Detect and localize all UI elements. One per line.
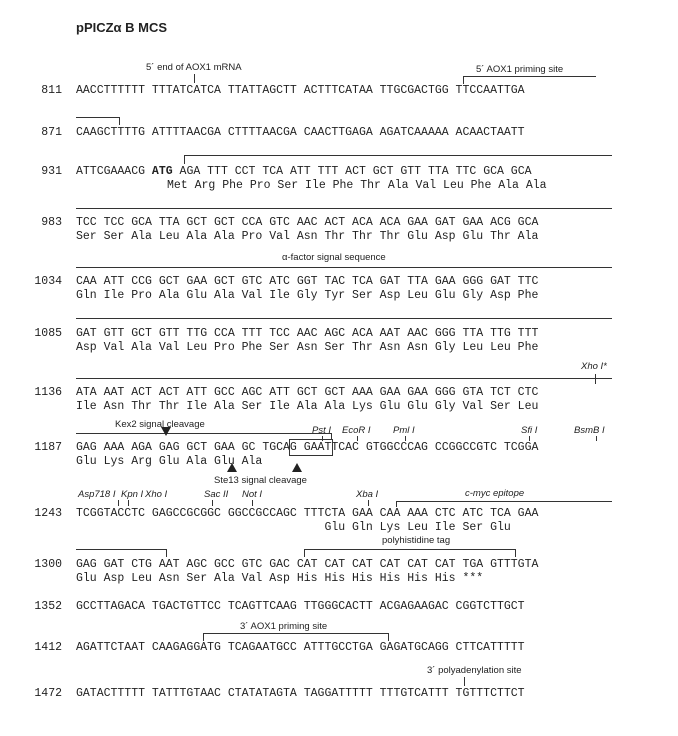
- sequence-row: GATACTTTTT TATTTGTAAC CTATATAGTA TAGGATTTTT TTTGTCATTT TGTTTCTTCT: [76, 687, 525, 700]
- sequence-row: ATA AAT ACT ACT ATT GCC AGC ATT GCT GCT AAA GAA GAA GGG GTA TCT CTC: [76, 386, 539, 399]
- sequence-row: [76, 165, 532, 178]
- alpha-factor-line: [184, 155, 185, 164]
- start-codon: ATG: [151, 165, 173, 178]
- feature-bracket: [388, 633, 389, 641]
- annotation-polyhis: polyhistidine tag: [382, 535, 451, 546]
- annotation-not: Not I: [242, 489, 263, 500]
- annotation-sac: Sac II: [204, 489, 229, 500]
- marker-tick: [595, 374, 596, 384]
- sequence-row: GAT GTT GCT GTT TTG CCA TTT TCC AAC AGC ACA AAT AAC GGG TTA TTG TTT: [76, 327, 539, 340]
- feature-bracket: [515, 549, 516, 557]
- feature-bracket: [119, 117, 120, 125]
- annotation-bsmb: BsmB I: [574, 425, 605, 436]
- marker-tick: [322, 436, 323, 441]
- feature-bracket: [304, 549, 516, 550]
- marker-tick: [118, 500, 119, 506]
- alpha-factor-line: [76, 267, 612, 268]
- feature-bracket: [203, 633, 389, 634]
- annotation-xba: Xba I: [356, 489, 379, 500]
- amino-acid-row: Asp Val Ala Val Leu Pro Phe Ser Asn Ser Thr Asn Asn Gly Leu Leu Phe: [76, 341, 539, 354]
- sequence-row: GAG GAT CTG AAT AGC GCC GTC GAC CAT CAT CAT CAT CAT CAT TGA GTTTGTA: [76, 558, 539, 571]
- annotation-alpha-factor: α-factor signal sequence: [282, 252, 386, 263]
- position-number: 1412: [34, 641, 62, 654]
- feature-bracket: [463, 76, 464, 84]
- alpha-factor-line: [76, 208, 612, 209]
- amino-acid-row: Gln Ile Pro Ala Glu Ala Val Ile Gly Tyr Ser Asp Leu Glu Gly Asp Phe: [76, 289, 539, 302]
- position-number: 1085: [34, 327, 62, 340]
- alpha-factor-line: [76, 318, 612, 319]
- ste13-cleavage-arrow: [292, 463, 302, 472]
- feature-bracket: [76, 117, 120, 118]
- sequence-row: CAAGCTTTTG ATTTTAACGA CTTTTAACGA CAACTTGAGA AGATCAAAAA ACAACTAATT: [76, 126, 525, 139]
- position-number: 931: [41, 165, 62, 178]
- amino-acid-row: Ser Ser Ala Leu Ala Ala Pro Val Asn Thr Thr Thr Glu Asp Glu Thr Ala: [76, 230, 539, 243]
- position-number: 983: [41, 216, 62, 229]
- marker-tick: [357, 436, 358, 441]
- marker-tick: [464, 677, 465, 686]
- annotation-asp718: Asp718 I: [78, 489, 116, 500]
- marker-tick: [368, 500, 369, 506]
- feature-bracket: [304, 549, 305, 557]
- annotation-ecor: EcoR I: [342, 425, 371, 436]
- annotation-pml: Pml I: [393, 425, 415, 436]
- sequence-row: CAA ATT CCG GCT GAA GCT GTC ATC GGT TAC TCA GAT TTA GAA GGG GAT TTC: [76, 275, 539, 288]
- position-number: 1136: [34, 386, 62, 399]
- position-number: 1472: [34, 687, 62, 700]
- annotation-aox1-mrna-end: 5´ end of AOX1 mRNA: [146, 62, 242, 73]
- position-number: 1300: [34, 558, 62, 571]
- position-number: 871: [41, 126, 62, 139]
- feature-bracket: [463, 76, 596, 77]
- sequence-row: AACCTTTTTT TTTATCATCA TTATTAGCTT ACTTTCATAA TTGCGACTGG TTCCAATTGA: [76, 84, 525, 97]
- sequence-row: TCGGTACCTC GAGCCGCGGC GGCCGCCAGC TTTCTA GAA CAA AAA CTC ATC TCA GAA: [76, 507, 539, 520]
- annotation-kpn: Kpn I: [121, 489, 144, 500]
- alpha-factor-line: [76, 378, 612, 379]
- feature-bracket: [396, 501, 397, 507]
- annotation-xho-star: Xho I*: [581, 361, 607, 372]
- sequence-5prime: ATTCGAAACG: [76, 165, 152, 178]
- annotation-xho: Xho I: [145, 489, 168, 500]
- annotation-pst: Pst I: [312, 425, 332, 436]
- alpha-factor-line: [76, 433, 332, 434]
- position-number: 1243: [34, 507, 62, 520]
- position-number: 1034: [34, 275, 62, 288]
- annotation-ste13: Ste13 signal cleavage: [214, 475, 307, 486]
- marker-tick: [252, 500, 253, 506]
- feature-bracket: [396, 501, 612, 502]
- alpha-factor-line: [184, 155, 612, 156]
- pst-site-box: [289, 439, 333, 456]
- annotation-aox1-priming-3: 3´ AOX1 priming site: [240, 621, 328, 632]
- marker-tick: [529, 436, 530, 441]
- ste13-cleavage-arrow: [227, 463, 237, 472]
- marker-tick: [596, 436, 597, 441]
- feature-bracket: [203, 633, 204, 641]
- marker-tick: [194, 74, 195, 83]
- sequence-codons: AGA TTT CCT TCA ATT TTT ACT GCT GTT TTA TTC GCA GCA: [172, 165, 532, 178]
- amino-acid-row: Glu Asp Leu Asn Ser Ala Val Asp His His His His His His ***: [76, 572, 484, 585]
- marker-tick: [212, 500, 213, 506]
- sequence-row: AGATTCTAAT CAAGAGGATG TCAGAATGCC ATTTGCCTGA GAGATGCAGG CTTCATTTTT: [76, 641, 525, 654]
- sequence-row: GAG AAA AGA GAG GCT GAA GC TGCAG GAATTCAC GTGGCCCAG CCGGCCGTC TCGGA: [76, 441, 539, 454]
- feature-bracket: [166, 549, 167, 557]
- annotation-cmyc: c-myc epitope: [465, 488, 525, 499]
- feature-bracket: [76, 549, 167, 550]
- annotation-aox1-priming-5: 5´ AOX1 priming site: [476, 64, 564, 75]
- sequence-row: GCCTTAGACA TGACTGTTCC TCAGTTCAAG TTGGGCACTT ACGAGAAGAC CGGTCTTGCT: [76, 600, 525, 613]
- annotation-polyadenylation: 3´ polyadenylation site: [427, 665, 522, 676]
- marker-tick: [405, 436, 406, 441]
- sequence-row: TCC TCC GCA TTA GCT GCT CCA GTC AAC ACT ACA ACA GAA GAT GAA ACG GCA: [76, 216, 539, 229]
- position-number: 1187: [34, 441, 62, 454]
- figure-title: pPICZα B MCS: [76, 20, 168, 35]
- position-number: 811: [41, 84, 62, 97]
- annotation-sfi: Sfi I: [521, 425, 538, 436]
- amino-acid-row: Glu Gln Lys Leu Ile Ser Glu: [76, 521, 511, 534]
- amino-acid-row: Met Arg Phe Pro Ser Ile Phe Thr Ala Val Leu Phe Ala Ala: [167, 179, 547, 192]
- amino-acid-row: Glu Lys Arg Glu Ala Glu Ala: [76, 455, 263, 468]
- annotation-kex2: Kex2 signal cleavage: [115, 419, 205, 430]
- amino-acid-row: Ile Asn Thr Thr Ile Ala Ser Ile Ala Ala Lys Glu Glu Gly Val Ser Leu: [76, 400, 539, 413]
- marker-tick: [128, 500, 129, 506]
- kex2-cleavage-arrow: [161, 427, 171, 436]
- position-number: 1352: [34, 600, 62, 613]
